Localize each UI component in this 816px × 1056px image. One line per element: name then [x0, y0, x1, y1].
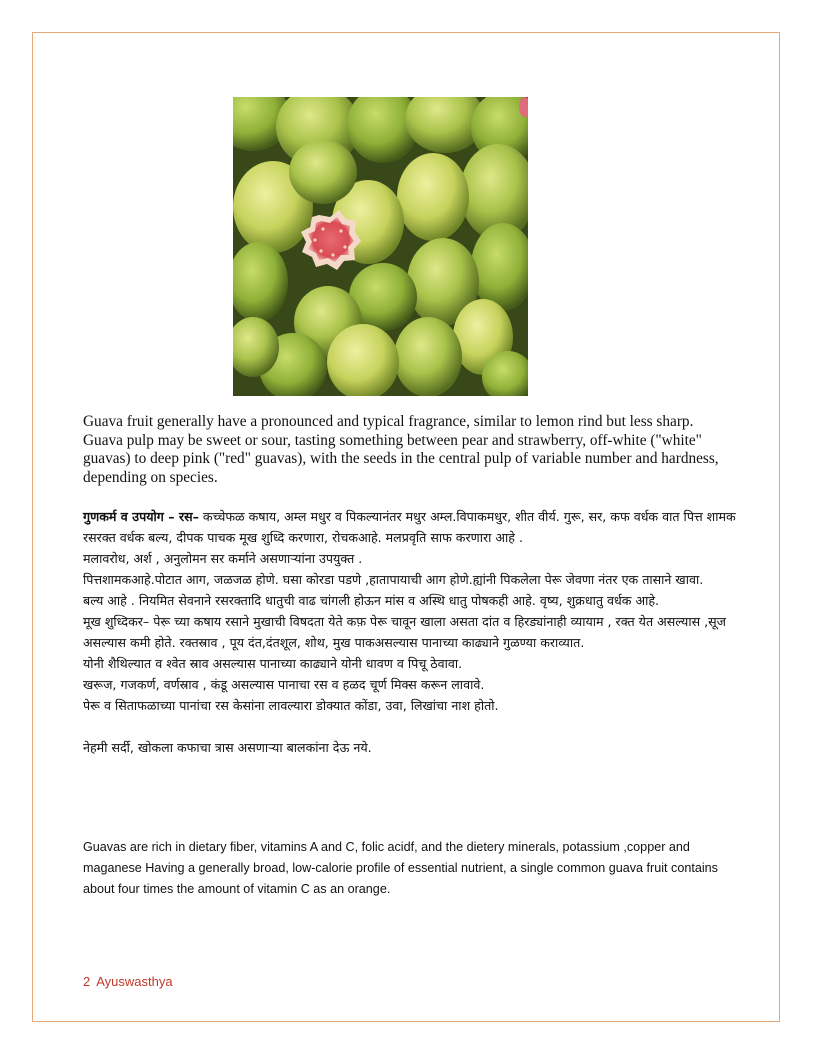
marathi-caution-paragraph: नेहमी सर्दी, खोकला कफाचा त्रास असणाऱ्या बालकांना देऊ नये.	[83, 740, 372, 755]
marathi-paragraph: पेरू व सिताफळाच्या पानांचा रस केसांना लावल्यारा डोक्यात कोंडा, उवा, लिखांचा नाश होतो.	[83, 698, 499, 713]
marathi-properties-section	[83, 506, 743, 758]
guava-photo	[233, 97, 528, 396]
guava-description-paragraph: Guava fruit generally have a pronounced and typical fragrance, similar to lemon rind but less sharp. Guava pulp may be sweet or sour, tasting something between pear and strawberry, off-white ("white" guavas) to deep pink ("red" guavas), with the seeds in the central pulp of variable number and hardness, depending on species.	[83, 413, 719, 486]
marathi-paragraph: खरूज, गजकर्ण, वर्णस्राव , कंडू असल्यास पानाचा रस व हळद चूर्ण मिक्स करून लावावे.	[83, 677, 485, 692]
properties-text: कच्चेफळ कषाय, अम्ल मधुर व पिकल्यानंतर मधुर अम्ल.विपाकमधुर, शीत वीर्य. गुरू, सर, कफ वर्धक वात पित्त शामक रसरक्त वर्धक बल्य, दीपक पाचक मूख शुध्दि करणारा, रोचकआहे. मलप्रवृति साफ करणारा आहे .	[83, 509, 736, 545]
marathi-paragraph: मलावरोध, अर्श , अनुलोमन सर कर्माने असणाऱ्यांना उपयुक्त .	[83, 551, 363, 566]
properties-paragraph	[83, 506, 743, 548]
properties-heading: गुणकर्म व उपयोग – रस–	[83, 509, 199, 524]
nutrition-paragraph: Guavas are rich in dietary fiber, vitamins A and C, folic acidf, and the dietery minerals, potassium ,copper and maganese Having a generally broad, low-calorie profile of essential nutrient, a single common guava fruit contains about four times the amount of vitamin C as an orange.	[83, 840, 718, 896]
page-footer	[83, 974, 179, 989]
marathi-paragraph: बल्य आहे . नियमित सेवनाने रसरक्तादि धातुची वाढ चांगली होऊन मांस व अस्थि धातु पोषकही आहे. वृष्य, शुक्रधातु वर्धक आहे.	[83, 593, 660, 608]
publication-name: Ayuswasthya	[96, 974, 173, 989]
marathi-paragraph: पित्तशामकआहे.पोटात आग, जळजळ होणे. घसा कोरडा पडणे ,हातापायाची आग होणे.ह्यांनी पिकलेला पेरू जेवणा नंतर एक तासाने खावा.	[83, 572, 704, 587]
marathi-paragraph: मूख शुध्दिकर– पेरू च्या कषाय रसाने मुखाची विषदता येते कफ़ पेरू चावून खाला असता दांत व हिरड्यांनाही व्यायाम , रक्त येत असल्यास ,सूज असल्यास कमी होते. रक्तस्राव , पूय दंत,दंतशूल, शोथ, मुख पाकअसल्यास पानाच्या काढ्याने गुळण्या कराव्यात.	[83, 614, 726, 650]
marathi-paragraph: योनी शैथिल्यात व श्वेत स्राव असल्यास पानाच्या काढ्याने योनी धावण व पिचू ठेवावा.	[83, 656, 463, 671]
page-number: 2	[83, 974, 91, 989]
